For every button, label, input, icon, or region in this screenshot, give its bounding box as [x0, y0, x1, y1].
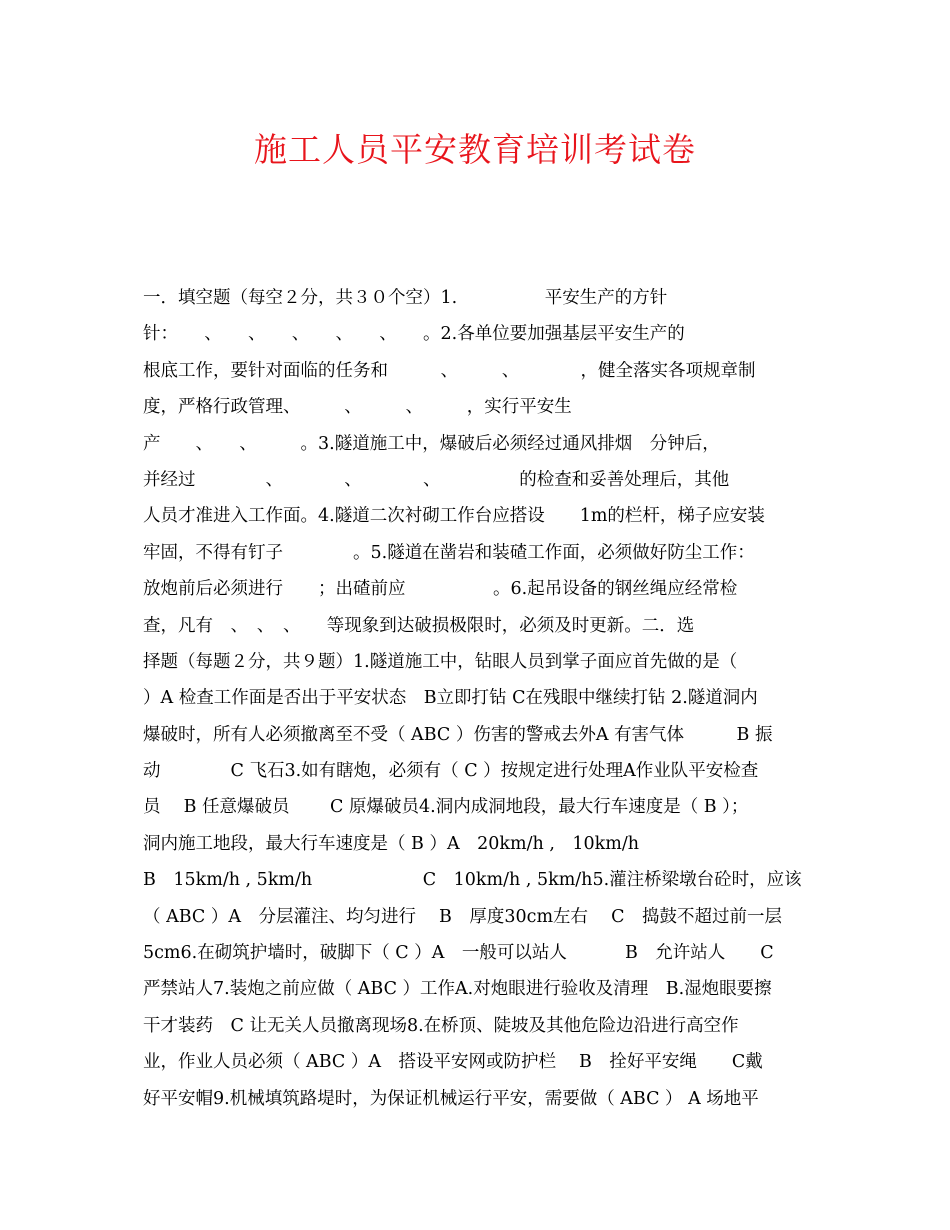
text-line: 一．填空题（每空２分，共３０个空）1. 平安生产的方针	[143, 288, 668, 308]
text-line: 产 、 、 。3.隧道施工中，爆破后必须经过通风排烟 分钟后，	[143, 433, 720, 454]
text-line: 并经过 、 、 、 的检查和妥善处理后，其他	[143, 469, 730, 490]
exam-title: 施工人员平安教育培训考试卷	[254, 130, 696, 169]
text-line: 放炮前后必须进行 ；出碴前应 。6.起吊设备的钢丝绳应经常检	[143, 579, 738, 600]
text-line: 好平安帽9.机械填筑路堤时，为保证机械运行平安，需要做（ ABC ） A 场地平	[143, 1088, 759, 1109]
exam-body	[143, 280, 813, 1117]
text-line: 牢固，不得有钉子 。5.隧道在凿岩和装碴工作面，必须做好防尘工作：	[143, 542, 755, 563]
text-line: 动 C 飞石3.如有瞎炮，必须有（ C ）按规定进行处理A作业队平安检查	[143, 761, 759, 782]
text-line: 严禁站人7.装炮之前应做（ ABC ）工作A.对炮眼进行验收及清理 B.湿炮眼要擦	[143, 979, 772, 1000]
text-line: 爆破时，所有人必须撤离至不受（ ABC ）伤害的警戒去外A 有害气体 B 振	[143, 724, 773, 745]
text-line: 根底工作，要针对面临的任务和 、 、 ，健全落实各项规章制	[143, 360, 756, 381]
text-line: 5cm6.在砌筑护墙时，破脚下（ C ）A 一般可以站人 B 允许站人 C	[143, 943, 774, 964]
text-line: 员 B 任意爆破员 C 原爆破员4.洞内成洞地段，最大行车速度是（ B ）；	[143, 797, 749, 818]
text-line: 度，严格行政管理、 、 、 ，实行平安生	[143, 397, 572, 418]
text-line: B 15km/h , 5km/h C 10km/h , 5km/h5.灌注桥梁墩台砼时，应该	[143, 870, 802, 891]
text-line: 业，作业人员必须（ ABC ）A 搭设平安网或防护栏 B 拴好平安绳 C戴	[143, 1052, 763, 1073]
text-line: 针： 、 、 、 、 、 。2.各单位要加强基层平安生产的	[143, 324, 685, 345]
text-line: 择题（每题２分，共９题）1.隧道施工中，钻眼人员到掌子面应首先做的是（	[143, 651, 738, 672]
text-line: 查，凡有 、 、 、 等现象到达破损极限时，必须及时更新。二．选	[143, 615, 695, 636]
text-line: 人员才准进入工作面。4.隧道二次衬砌工作台应搭设 1m的栏杆，梯子应安装	[143, 506, 765, 527]
text-line: （ ABC ）A 分层灌注、均匀进行 B 厚度30cm左右 C 捣鼓不超过前一层	[143, 906, 783, 927]
text-line: 干才装药 C 让无关人员撤离现场8.在桥顶、陡坡及其他危险边沿进行高空作	[143, 1015, 739, 1036]
text-line: 洞内施工地段，最大行车速度是（ B ）A 20km/h , 10km/h	[143, 833, 640, 854]
text-line: ）A 检查工作面是否出于平安状态 B立即打钻 C在残眼中继续打钻 2.隧道洞内	[143, 688, 758, 709]
